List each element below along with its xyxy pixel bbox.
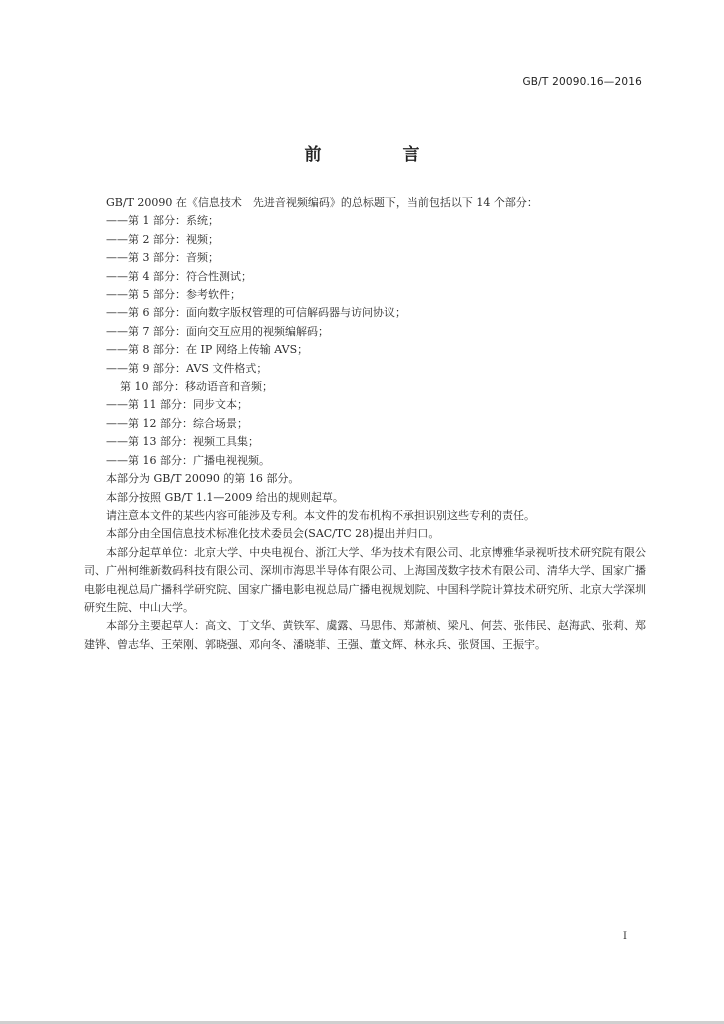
list-item: ——第 16 部分：广播电视视频。	[106, 453, 270, 467]
page-title: 前 言	[304, 145, 452, 165]
list-item: ——第 3 部分：音频；	[106, 251, 219, 265]
list-item: ——第 6 部分：面向数字版权管理的可信解码器与访问协议；	[106, 306, 406, 320]
list-item: ——第 1 部分：系统；	[106, 214, 219, 228]
page-number: I	[623, 931, 627, 942]
list-item: 第 10 部分：移动语音和音频；	[120, 380, 273, 394]
drafting-rules: 本部分按照 GB/T 1.1—2009 给出的规则起草。	[106, 490, 344, 504]
list-item: ——第 4 部分：符合性测试；	[106, 269, 252, 283]
list-item: ——第 2 部分：视频；	[106, 232, 219, 246]
list-item: ——第 7 部分：面向交互应用的视频编解码；	[106, 324, 329, 338]
drafting-organizations: 本部分起草单位：北京大学、中央电视台、浙江大学、华为技术有限公司、北京博雅华录视听技术研究院有限公司、广州柯维新数码科技有限公司、深圳市海思半导体有限公司、上海国茂数字技术有限公司、清华大学、国家广播电影电视总局广播科学研究院、国家广播电影电视总局广播电视规划院、中国科学院计算技术研究所、北京大学深圳研究生院、中山大学。	[84, 545, 646, 614]
patent-notice: 请注意本文件的某些内容可能涉及专利。本文件的发布机构不承担识别这些专利的责任。	[106, 508, 535, 522]
part-statement: 本部分为 GB/T 20090 的第 16 部分。	[106, 472, 300, 486]
intro-paragraph: GB/T 20090 在《信息技术 先进音视频编码》的总标题下，当前包括以下 14 个部分：	[106, 196, 538, 209]
proposer-statement: 本部分由全国信息技术标准化技术委员会(SAC/TC 28)提出并归口。	[106, 527, 440, 541]
list-item: ——第 13 部分：视频工具集；	[106, 435, 259, 449]
list-item: ——第 12 部分：综合场景；	[106, 416, 248, 430]
list-item: ——第 5 部分：参考软件；	[106, 288, 241, 302]
foreword-body	[84, 194, 646, 654]
standard-code: GB/T 20090.16—2016	[522, 76, 642, 88]
list-item: ——第 9 部分：AVS 文件格式；	[106, 361, 268, 375]
parts-list	[84, 212, 646, 470]
main-drafters: 本部分主要起草人：高文、丁文华、黄铁军、虞露、马思伟、郑萧桢、梁凡、何芸、张伟民、赵海武、张莉、郑建铧、曾志华、王荣刚、郭晓强、邓向冬、潘晓菲、王强、董文辉、林永兵、张贤国、王振宇。	[84, 619, 646, 651]
list-item: ——第 8 部分：在 IP 网络上传输 AVS；	[106, 343, 309, 357]
list-item: ——第 11 部分：同步文本；	[106, 398, 248, 412]
